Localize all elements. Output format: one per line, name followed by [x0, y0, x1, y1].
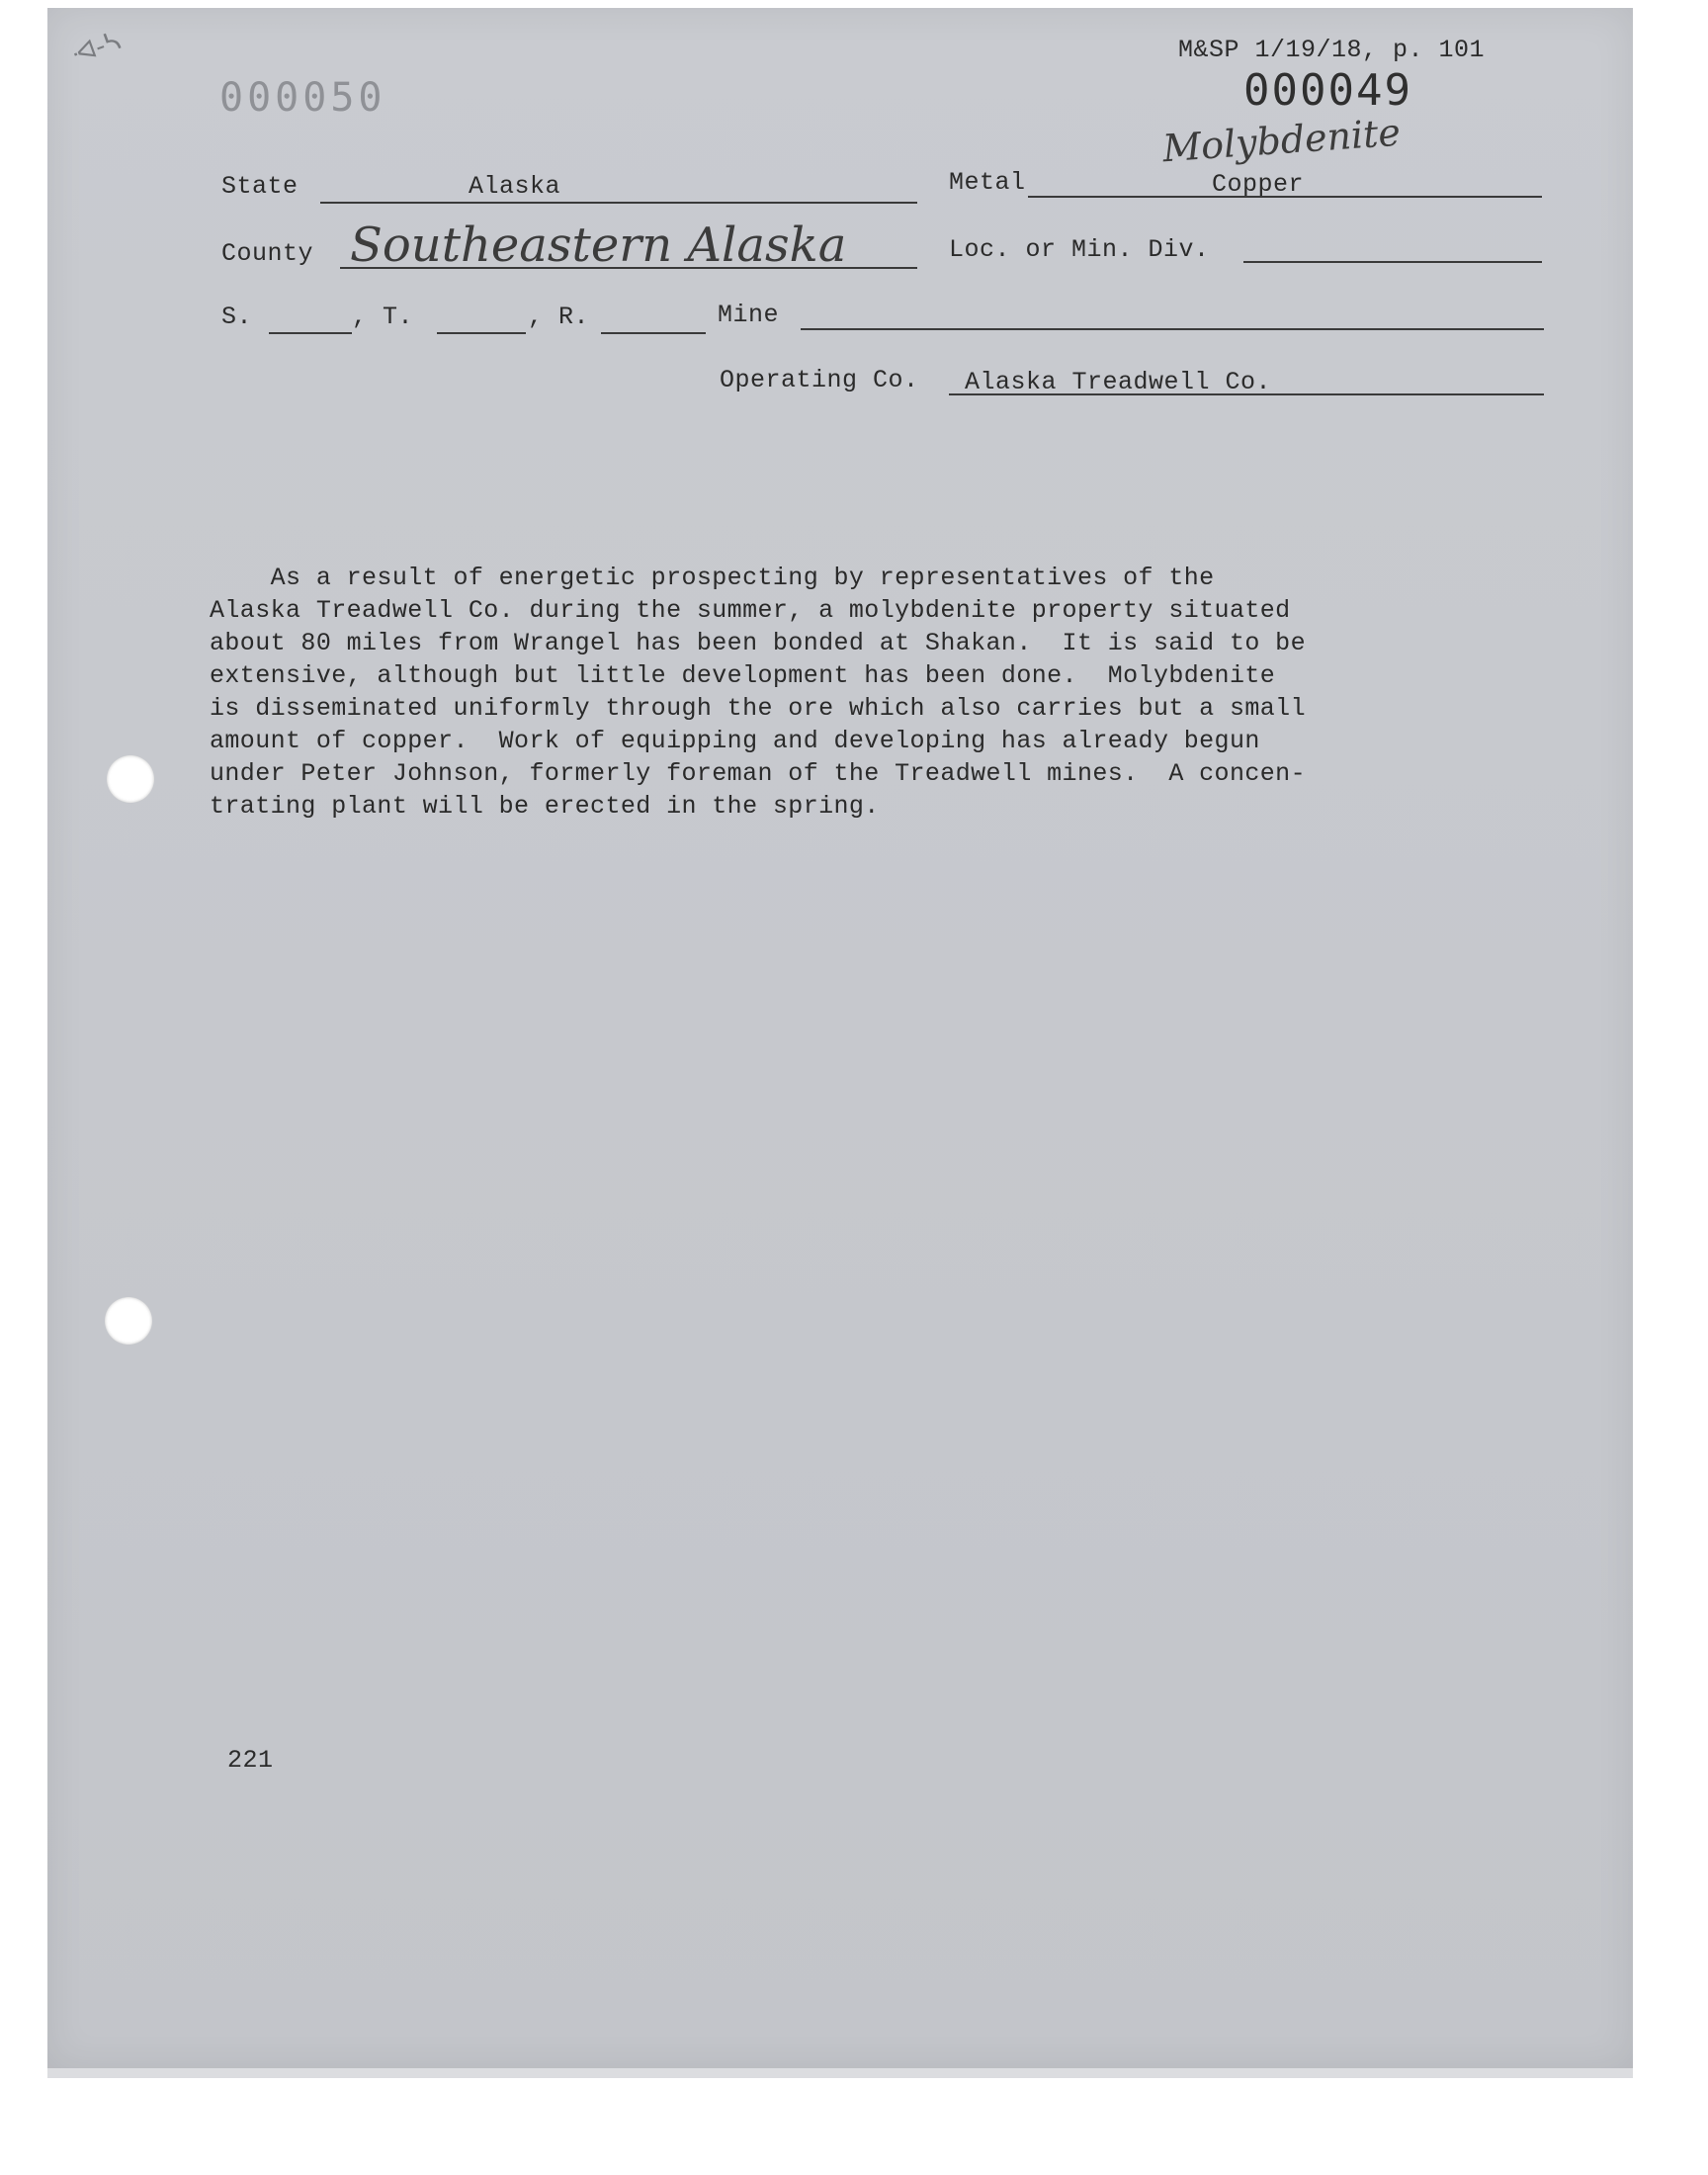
body-line: under Peter Johnson, formerly foreman of the Treadwell mines. A concen-	[210, 759, 1306, 788]
body-line: amount of copper. Work of equipping and developing has already begun	[210, 727, 1260, 755]
body-line: extensive, although but little development has been done. Molybdenite	[210, 661, 1276, 690]
metal-label: Metal	[949, 168, 1026, 197]
body-line: trating plant will be erected in the spring.	[210, 792, 880, 821]
body-line: is disseminated uniformly through the ore which also carries but a small	[210, 694, 1306, 723]
range-label: , R.	[528, 303, 590, 331]
loc-label: Loc. or Min. Div.	[949, 235, 1210, 264]
section-line	[269, 332, 352, 334]
page-number: 221	[227, 1746, 274, 1775]
record-number: 000049	[1243, 65, 1412, 116]
handwritten-annotation: Molybdenite	[1160, 110, 1403, 171]
body-line: Alaska Treadwell Co. during the summer, a molybdenite property situated	[210, 596, 1291, 625]
punch-hole-top	[107, 755, 154, 803]
township-line	[437, 332, 526, 334]
operating-value: Alaska Treadwell Co.	[965, 368, 1272, 396]
document-sheet	[47, 8, 1633, 2068]
body-line: As a result of energetic prospecting by representatives of the	[210, 564, 1215, 592]
section-label: S.	[221, 303, 253, 331]
corner-mark: ᐗ-ᓴ	[67, 26, 125, 71]
state-line	[320, 202, 917, 204]
range-line	[601, 332, 706, 334]
county-value: Southeastern Alaska	[350, 218, 847, 273]
body-paragraph	[210, 562, 1445, 823]
citation: M&SP 1/19/18, p. 101	[1178, 36, 1486, 64]
mine-label: Mine	[718, 301, 780, 329]
punch-hole-bottom	[105, 1297, 152, 1345]
loc-line	[1243, 261, 1542, 263]
state-label: State	[221, 172, 299, 201]
mine-line	[801, 328, 1544, 330]
body-line: about 80 miles from Wrangel has been bonded at Shakan. It is said to be	[210, 629, 1306, 657]
page-edge	[47, 2068, 1633, 2078]
faded-stamp-number: 000050	[219, 75, 386, 121]
metal-value: Copper	[1212, 170, 1305, 199]
county-label: County	[221, 239, 314, 268]
state-value: Alaska	[469, 172, 561, 201]
township-label: , T.	[352, 303, 414, 331]
operating-label: Operating Co.	[720, 366, 919, 394]
